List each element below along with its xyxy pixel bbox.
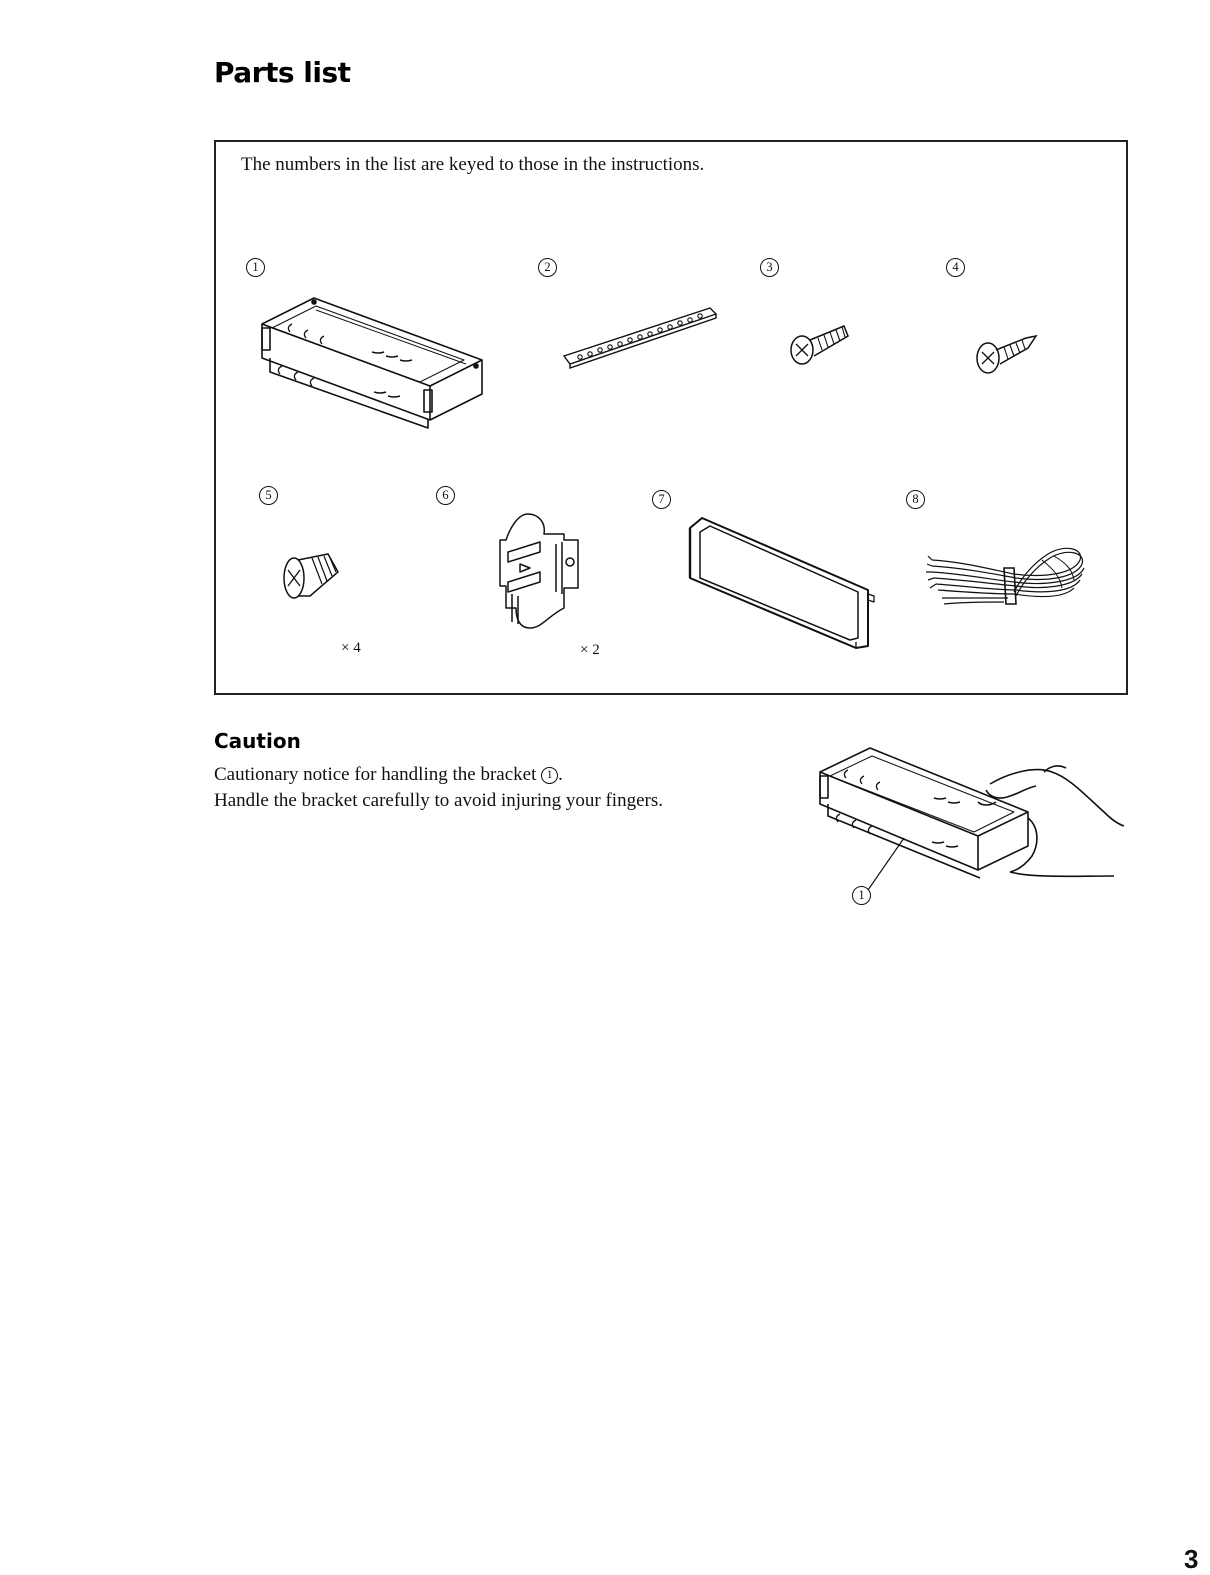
part-quantity-6: × 2 — [580, 642, 600, 658]
mounting-bracket-icon — [256, 294, 486, 430]
caution-text-line-2: Handle the bracket carefully to avoid injuring your fingers. — [214, 790, 663, 811]
tapping-screw-icon — [972, 326, 1038, 378]
part-reference-1: 1 — [541, 767, 558, 784]
part-number-5: 5 — [259, 486, 278, 505]
parts-intro-text: The numbers in the list are keyed to those in the instructions. — [241, 154, 705, 175]
part-number-4: 4 — [946, 258, 965, 277]
flat-head-screw-icon — [278, 548, 344, 604]
caution-heading: Caution — [214, 729, 301, 753]
part-number-6: 6 — [436, 486, 455, 505]
part-number-3: 3 — [760, 258, 779, 277]
release-key-strip-icon — [560, 304, 720, 370]
cable-bundle-icon — [924, 540, 1088, 616]
illustration-part-number-1: 1 — [852, 886, 871, 905]
caution-text-line-1-start: Cautionary notice for handling the bracket — [214, 764, 542, 785]
part-number-2: 2 — [538, 258, 557, 277]
screw-icon — [786, 318, 852, 370]
bracket-clip-icon — [498, 512, 584, 630]
part-number-1: 1 — [246, 258, 265, 277]
page-title: Parts list — [214, 56, 351, 89]
part-number-7: 7 — [652, 490, 671, 509]
part-number-8: 8 — [906, 490, 925, 509]
part-quantity-5: × 4 — [341, 640, 361, 656]
frame-icon — [682, 514, 880, 650]
caution-text-line-1 — [214, 764, 563, 786]
page-number: 3 — [1184, 1544, 1199, 1574]
caution-text-line-1-end: . — [558, 764, 563, 785]
